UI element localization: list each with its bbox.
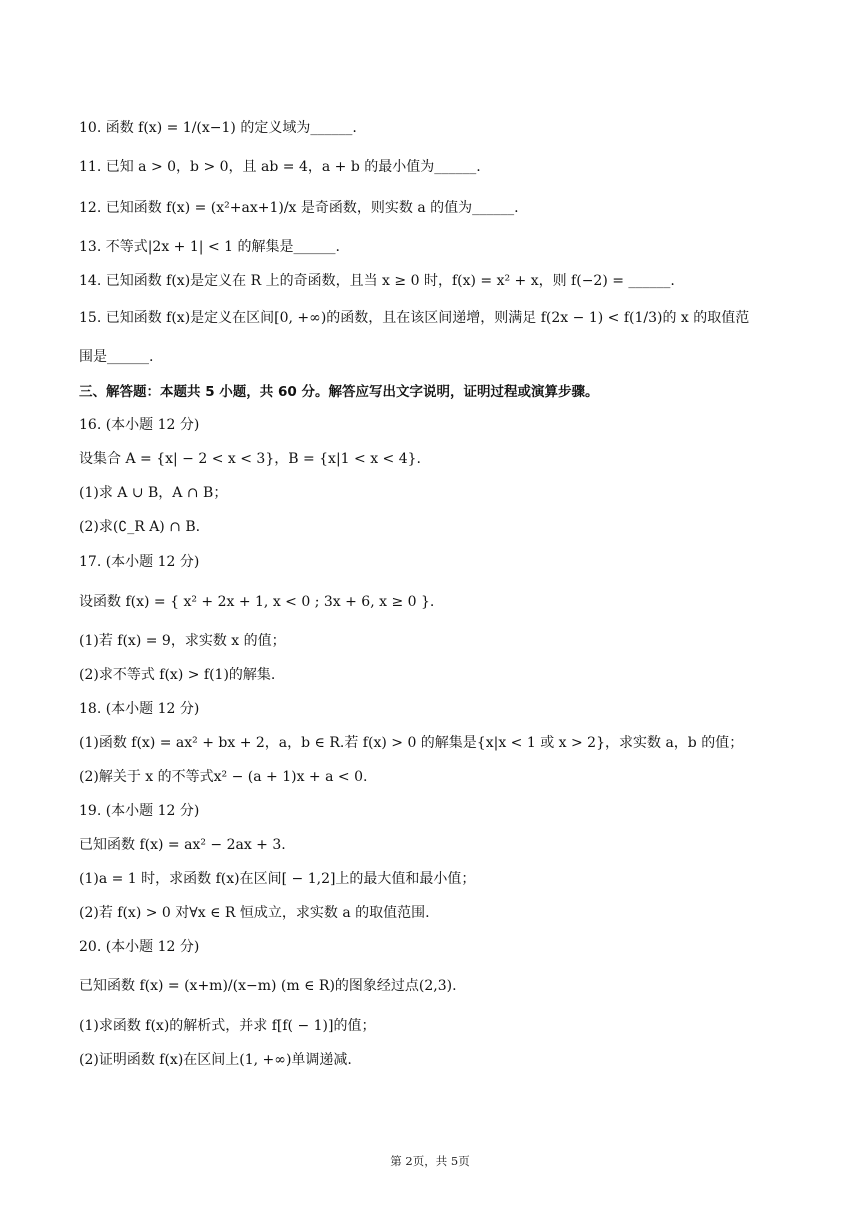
question-17-stem: 设函数 f(x) = { x² + 2x + 1, x < 0 ; 3x + 6, x ≥ 0 }. [79,594,435,610]
question-18-part-2: (2)解关于 x 的不等式x² − (a + 1)x + a < 0. [79,769,368,785]
question-20-stem: 已知函数 f(x) = (x+m)/(x−m) (m ∈ R)的图象经过点(2,3). [79,978,457,994]
question-11: 11. 已知 a > 0，b > 0，且 ab = 4，a + b 的最小值为______. [79,159,481,175]
question-15: 15. 已知函数 f(x)是定义在区间[0, +∞)的函数，且在该区间递增，则满足 f(2x − 1) < f(1/3)的 x 的取值范 [79,310,750,326]
question-10: 10. 函数 f(x) = 1/(x−1) 的定义域为______. [79,120,357,136]
section-heading: 三、解答题：本题共 5 小题，共 60 分。解答应写出文字说明，证明过程或演算步骤。 [79,384,599,400]
question-16-part-2: (2)求(∁_R A) ∩ B. [79,519,201,535]
question-18-title: 18. (本小题 12 分) [79,701,200,717]
question-19-title: 19. (本小题 12 分) [79,803,200,819]
question-18-part-1: (1)函数 f(x) = ax² + bx + 2，a，b ∈ R.若 f(x) > 0 的解集是{x|x < 1 或 x > 2}，求实数 a，b 的值； [79,735,744,751]
question-20-part-2: (2)证明函数 f(x)在区间上(1, +∞)单调递减. [79,1052,352,1068]
question-20-title: 20. (本小题 12 分) [79,939,200,955]
question-16-stem: 设集合 A = {x| − 2 < x < 3}，B = {x|1 < x < 4}. [79,451,421,467]
question-13: 13. 不等式|2x + 1| < 1 的解集是______. [79,239,340,255]
question-19-part-1: (1)a = 1 时，求函数 f(x)在区间[ − 1,2]上的最大值和最小值； [79,871,476,887]
question-16-title: 16. (本小题 12 分) [79,417,200,433]
question-16-part-1: (1)求 A ∪ B，A ∩ B； [79,485,228,501]
page-footer: 第 2页，共 5页 [390,1154,470,1168]
question-19-part-2: (2)若 f(x) > 0 对∀x ∈ R 恒成立，求实数 a 的取值范围. [79,905,430,921]
question-19-stem: 已知函数 f(x) = ax² − 2ax + 3. [79,837,286,853]
question-15-continued: 围是______. [79,349,154,365]
question-17-title: 17. (本小题 12 分) [79,554,200,570]
question-12: 12. 已知函数 f(x) = (x²+ax+1)/x 是奇函数，则实数 a 的值为______. [79,200,519,216]
question-17-part-1: (1)若 f(x) = 9，求实数 x 的值； [79,633,286,649]
question-20-part-1: (1)求函数 f(x)的解析式，并求 f[f( − 1)]的值； [79,1018,376,1034]
question-14: 14. 已知函数 f(x)是定义在 R 上的奇函数，且当 x ≥ 0 时，f(x) = x² + x，则 f(−2) = ______. [79,273,675,289]
question-17-part-2: (2)求不等式 f(x) > f(1)的解集. [79,667,276,683]
